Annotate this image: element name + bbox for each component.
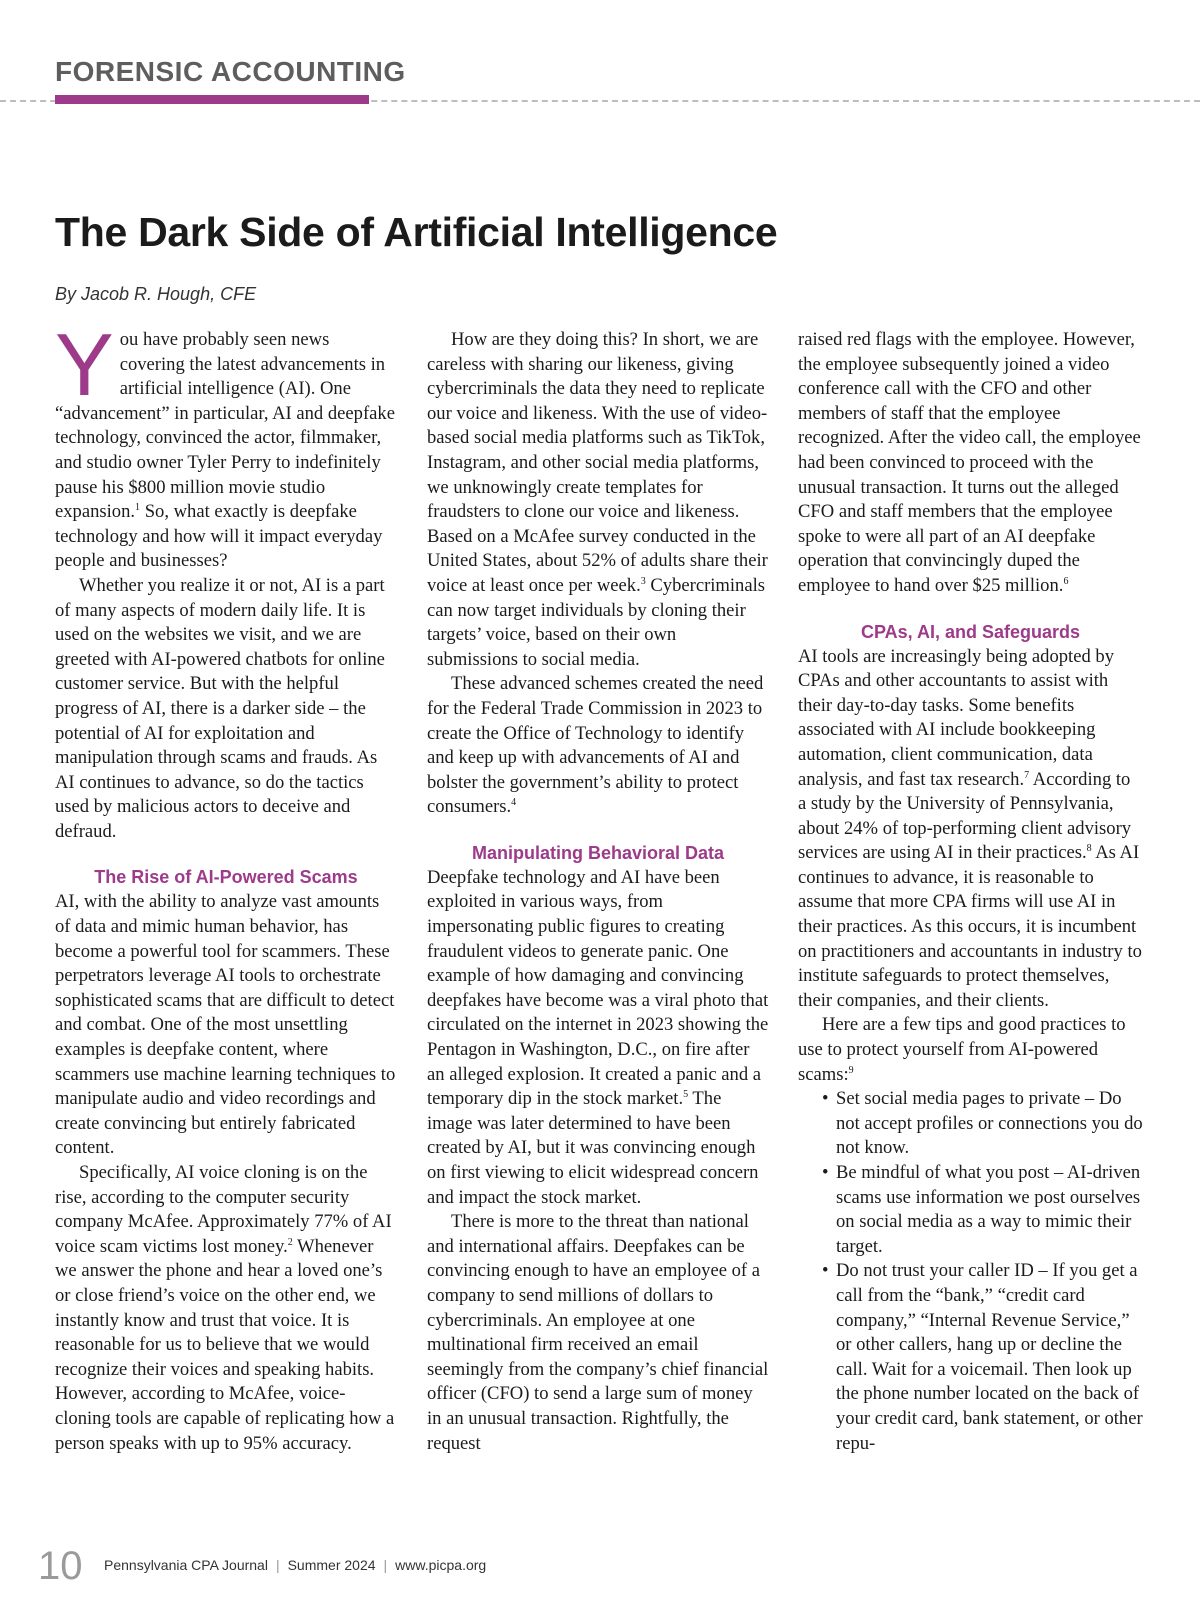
list-item — [822, 1161, 1143, 1259]
paragraph — [798, 328, 1143, 599]
paragraph — [798, 1013, 1143, 1087]
footer-website[interactable]: www.picpa.org — [395, 1557, 487, 1573]
list-item-text: Set social media pages to private – Do not accept profiles or connections you do not know. — [836, 1088, 1143, 1159]
section-heading-cpas-safeguards: CPAs, AI, and Safeguards — [860, 621, 1081, 642]
paragraph-text: The image was later determined to have been created by AI, but it was convincing enough on first viewing to elicit widespread concern and impact the stock market. — [427, 1088, 759, 1208]
paragraph-text: According to a study by the University of Pennsylvania, about 24% of top-performing client advisory services are using AI in their practices. — [798, 768, 1132, 864]
footer-separator: | — [383, 1557, 388, 1573]
article-column-2 — [427, 328, 769, 1456]
paragraph — [55, 1161, 397, 1456]
article-column-3 — [798, 328, 1143, 1456]
paragraph — [427, 328, 769, 672]
list-item-text: Be mindful of what you post – AI-driven scams use information we post ourselves on social media as a way to mimic their target. — [836, 1162, 1141, 1257]
footnote-ref: 4 — [511, 797, 517, 809]
footer-line — [104, 1556, 486, 1574]
paragraph — [427, 866, 769, 1210]
footnote-ref: 2 — [287, 1236, 293, 1248]
paragraph-text: How are they doing this? In short, we are careless with sharing our likeness, giving cybercriminals the data they need to replicate our voice and likeness. With the use of video-based social media platforms such as TikTok, Instagram, and other social media platforms, we unknowingly create templates for fraudsters to clone our voice and likeness. Based on a McAfee survey conducted in the United States, about 52% of adults share their voice at least once per week. — [427, 329, 768, 596]
list-item — [822, 1087, 1143, 1161]
bullet-icon: • — [822, 1162, 829, 1183]
header-accent-bar — [55, 95, 369, 104]
paragraph: AI, with the ability to analyze vast amounts of data and mimic human behavior, has become a powerful tool for scammers. These perpetrators leverage AI tools to orchestrate sophisticated scams that are difficult to detect and combat. One of the most unsettling examples is deepfake content, where scammers use machine learning techniques to manipulate audio and video recordings and create convincing but entirely fabricated content. — [55, 891, 396, 1159]
bullet-icon: • — [822, 1088, 829, 1110]
article-byline: By Jacob R. Hough, CFE — [55, 284, 257, 304]
footnote-ref: 7 — [1024, 769, 1030, 781]
paragraph-text: Deepfake technology and AI have been exploited in various ways, from impersonating public figures to creating fraudulent videos to generate panic. One example of how damaging and convincing deepfakes have become was a viral photo that circulated on the internet in 2023 showing the Pentagon in Washington, D.C., on fire after an alleged explosion. It created a panic and a temporary dip in the stock market. — [427, 866, 769, 1110]
footnote-ref: 8 — [1086, 843, 1092, 855]
section-label: FORENSIC ACCOUNTING — [55, 56, 406, 87]
paragraph-intro — [55, 315, 397, 574]
paragraph-text: Whenever we answer the phone and hear a loved one’s or close friend’s voice on the other end, we instantly know and trust that voice. It is reasonable for us to believe that we would recognize their voices and speaking habits. However, according to McAfee, voice-cloning tools are capable of replicating how a person speaks with up to 95% accuracy. — [55, 1235, 395, 1454]
page-number: 10 — [38, 1544, 83, 1588]
paragraph-text: ou have probably seen news covering the latest advancements in artificial intelligence (AI). One “advancement” in particular, AI and deepfake technology, convinced the actor, filmmaker, and studio owner Tyler Perry to indefinitely pause his $800 million movie studio expansion. — [55, 329, 395, 523]
list-item-text: Do not trust your caller ID – If you get a call from the “bank,” “credit card company,” “Internal Revenue Service,” or other callers, hang up or decline the call. Wait for a voicemail. Then look up the phone number located on the back of your credit card, bank statement, or other repu- — [836, 1260, 1143, 1454]
footer-publication: Pennsylvania CPA Journal — [104, 1557, 268, 1573]
paragraph-text: As AI continues to advance, it is reasonable to assume that more CPA firms will use AI in their practices. As this occurs, it is incumbent on practitioners and accountants in industry to institute safeguards to protect themselves, their companies, and their clients. — [798, 842, 1142, 1011]
list-item — [822, 1259, 1143, 1456]
footer-issue: Summer 2024 — [287, 1557, 376, 1573]
drop-cap: Y — [55, 315, 114, 414]
section-heading-behavioral-data: Manipulating Behavioral Data — [471, 842, 725, 863]
paragraph-text: Here are a few tips and good practices to use to protect yourself from AI-powered scams: — [798, 1014, 1126, 1085]
article-title: The Dark Side of Artificial Intelligence — [55, 209, 778, 255]
article-column-1 — [55, 315, 397, 1456]
paragraph-text: Specifically, AI voice cloning is on the rise, according to the computer security company McAfee. Approximately 77% of AI voice scam victims lost money. — [55, 1162, 392, 1257]
footnote-ref: 9 — [848, 1064, 854, 1076]
paragraph-text: Cybercriminals can now target individuals by cloning their targets’ voice, based on their own submissions to social media. — [427, 574, 766, 670]
footer-separator: | — [275, 1557, 280, 1573]
paragraph: Whether you realize it or not, AI is a part of many aspects of modern daily life. It is used on the websites we visit, and we are greeted with AI-powered chatbots for online customer service. But with the helpful progress of AI, there is a darker side – the potential of AI for exploitation and manipulation through scams and frauds. As AI continues to advance, so do the tactics used by malicious actors to deceive and defraud. — [55, 574, 385, 842]
paragraph — [427, 672, 769, 820]
section-heading-rise-of-scams: The Rise of AI-Powered Scams — [94, 867, 358, 888]
bullet-icon: • — [822, 1260, 829, 1282]
paragraph-text: These advanced schemes created the need for the Federal Trade Commission in 2023 to create the Office of Technology to identify and keep up with advancements of AI and bolster the government’s ability to protect consumers. — [427, 673, 764, 818]
footnote-ref: 6 — [1063, 575, 1069, 587]
paragraph — [798, 645, 1143, 1014]
paragraph-text: raised red flags with the employee. However, the employee subsequently joined a video conference call with the CFO and other members of staff that the employee recognized. After the video call, the employee had been convinced to proceed with the unusual transaction. It turns out the alleged CFO and staff members that the employee spoke to were all part of an AI deepfake operation that convincingly duped the employee to hand over $25 million. — [798, 329, 1141, 596]
footnote-ref: 3 — [640, 575, 646, 587]
paragraph-text: AI tools are increasingly being adopted by CPAs and other accountants to assist with their day-to-day tasks. Some benefits associated with AI include bookkeeping automation, client communication, data analysis, and fast tax research. — [798, 645, 1115, 790]
footnote-ref: 1 — [135, 502, 141, 514]
tips-list — [798, 1087, 1143, 1456]
footnote-ref: 5 — [683, 1089, 689, 1101]
paragraph: There is more to the threat than national and international affairs. Deepfakes can be convincing enough to have an employee of a company to send millions of dollars to cybercriminals. An employee at one multinational firm received an email seemingly from the company’s chief financial officer (CFO) to send a large sum of money in an unusual transaction. Rightfully, the request — [427, 1211, 769, 1454]
paragraph-text: So, what exactly is deepfake technology and how will it impact everyday people and businesses? — [55, 501, 383, 572]
